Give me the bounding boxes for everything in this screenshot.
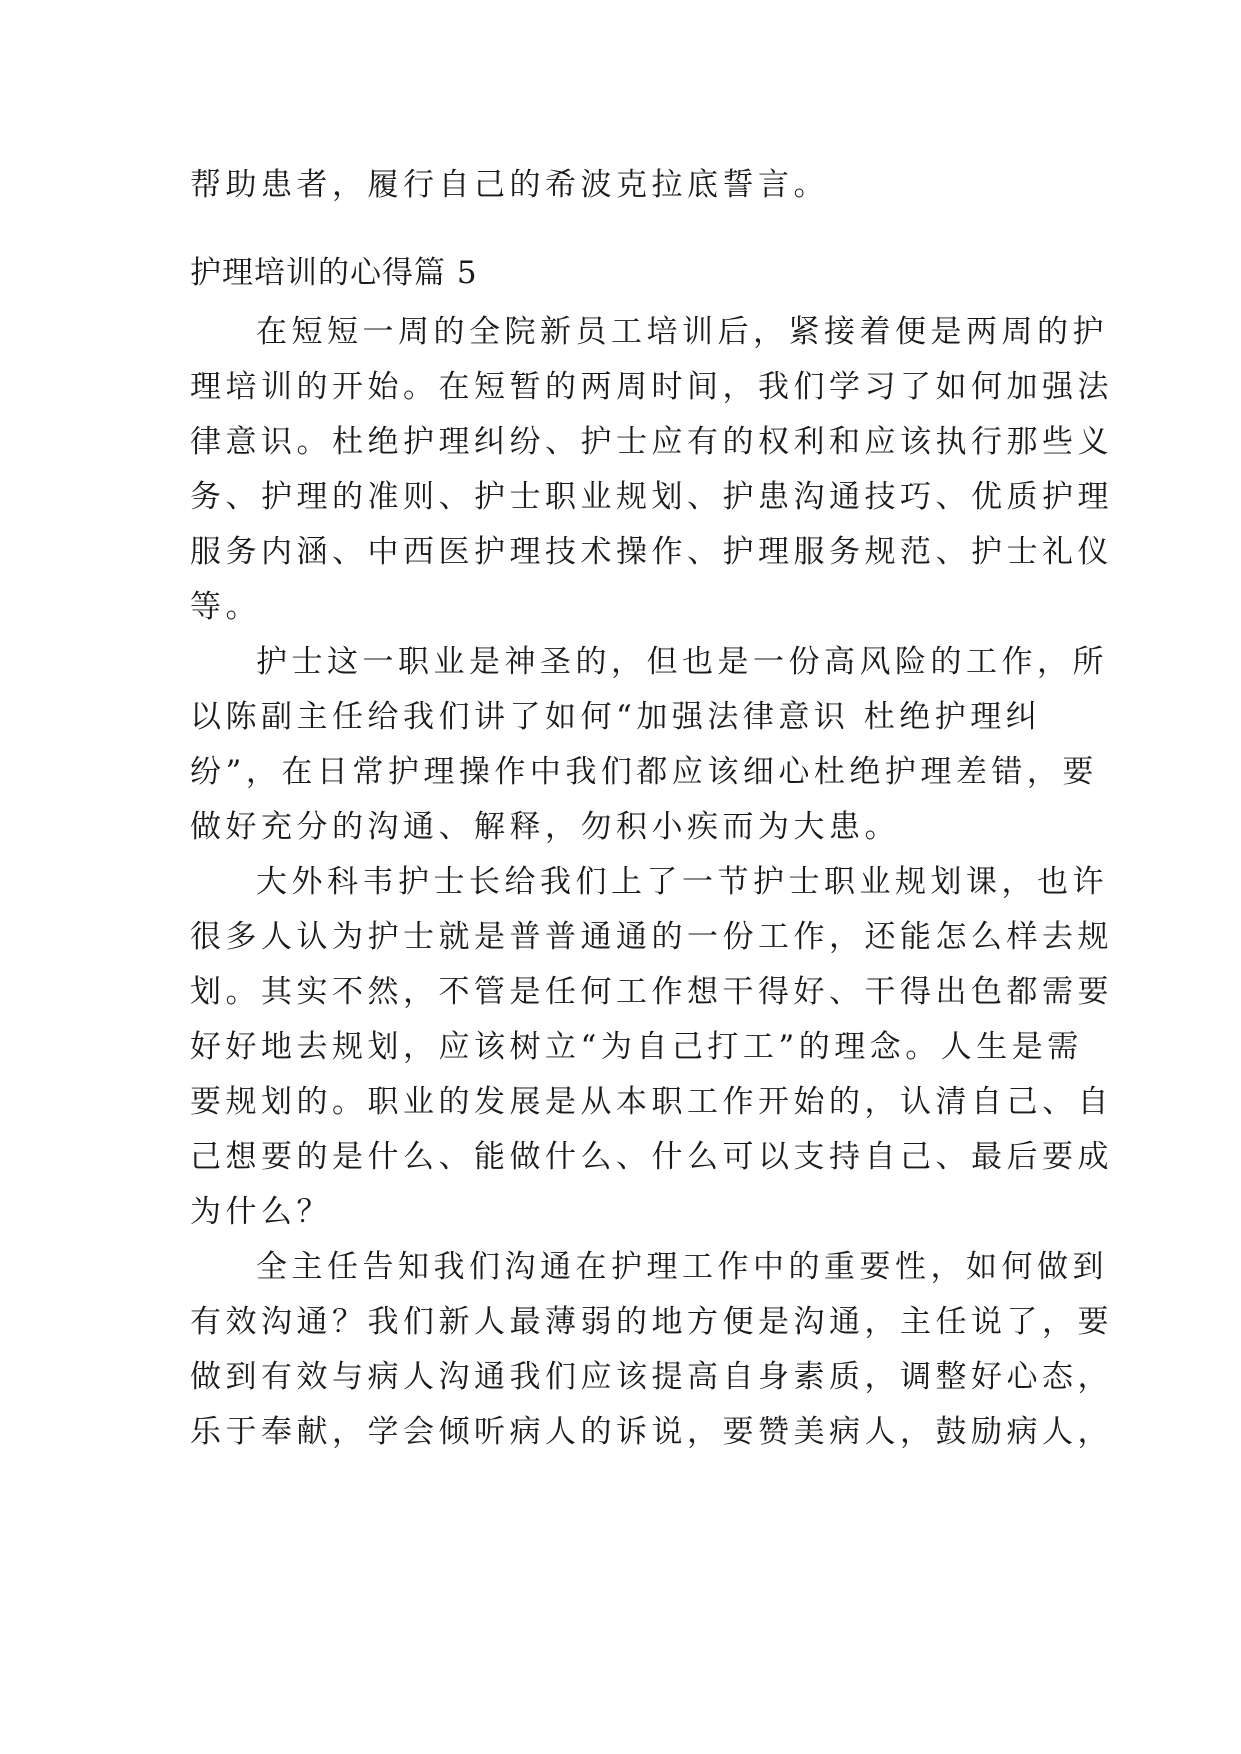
- section-title: 护理培训的心得篇 5: [190, 255, 478, 291]
- paragraph-line: 做到有效与病人沟通我们应该提高自身素质，调整好心态，: [190, 1359, 1113, 1395]
- paragraph-line: 护士这一职业是神圣的，但也是一份高风险的工作，所: [256, 644, 1108, 680]
- paragraph-line: 在短短一周的全院新员工培训后，紧接着便是两周的护: [256, 314, 1108, 350]
- paragraph-line: 做好充分的沟通、解释，勿积小疾而为大患。: [190, 809, 900, 845]
- paragraph-line: 帮助患者，履行自己的希波克拉底誓言。: [190, 167, 829, 203]
- paragraph-line: 很多人认为护士就是普普通通的一份工作，还能怎么样去规: [190, 919, 1113, 955]
- paragraph-line: 好好地去规划，应该树立“为自己打工”的理念。人生是需: [190, 1029, 1083, 1065]
- paragraph-line: 理培训的开始。在短暂的两周时间，我们学习了如何加强法: [190, 369, 1113, 405]
- paragraph-line: 划。其实不然，不管是任何工作想干得好、干得出色都需要: [190, 974, 1113, 1010]
- paragraph-line: 大外科韦护士长给我们上了一节护士职业规划课，也许: [256, 864, 1108, 900]
- paragraph-line: 纷”，在日常护理操作中我们都应该细心杜绝护理差错，要: [190, 754, 1098, 790]
- paragraph-line: 律意识。杜绝护理纠纷、护士应有的权利和应该执行那些义: [190, 424, 1113, 460]
- paragraph-line: 服务内涵、中西医护理技术操作、护理服务规范、护士礼仪: [190, 534, 1113, 570]
- paragraph-line: 乐于奉献，学会倾听病人的诉说，要赞美病人，鼓励病人，: [190, 1414, 1113, 1450]
- paragraph-line: 以陈副主任给我们讲了如何“加强法律意识 杜绝护理纠: [190, 699, 1042, 735]
- paragraph-line: 要规划的。职业的发展是从本职工作开始的，认清自己、自: [190, 1084, 1113, 1120]
- paragraph-line: 己想要的是什么、能做什么、什么可以支持自己、最后要成: [190, 1139, 1113, 1175]
- paragraph-line: 为什么？: [190, 1194, 332, 1230]
- paragraph-line: 等。: [190, 589, 261, 625]
- paragraph-line: 务、护理的准则、护士职业规划、护患沟通技巧、优质护理: [190, 479, 1113, 515]
- paragraph-line: 全主任告知我们沟通在护理工作中的重要性，如何做到: [256, 1249, 1108, 1285]
- paragraph-line: 有效沟通？我们新人最薄弱的地方便是沟通，主任说了，要: [190, 1304, 1113, 1340]
